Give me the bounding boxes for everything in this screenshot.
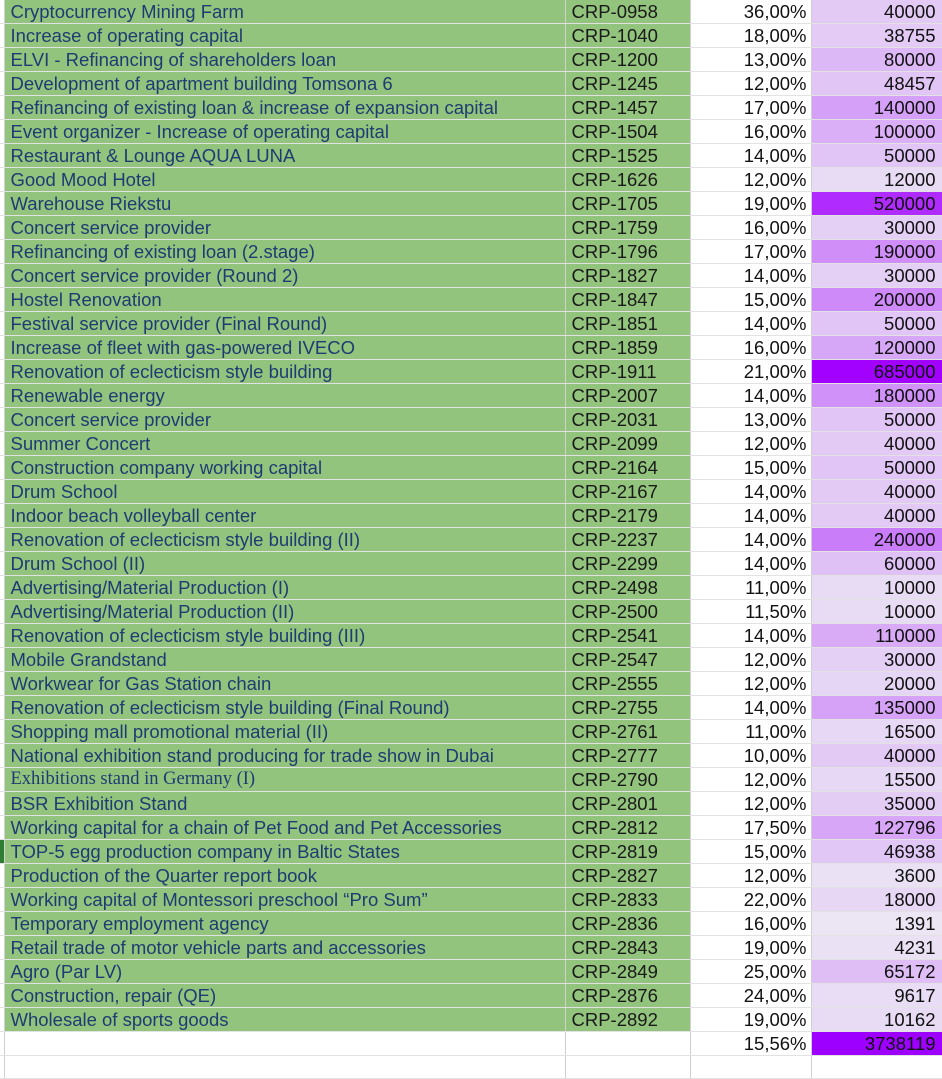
- loan-row: [0, 840, 942, 864]
- loan-amount-cell[interactable]: 60000: [811, 552, 942, 576]
- project-name-cell[interactable]: Drum School: [4, 480, 565, 504]
- loan-row: [0, 96, 942, 120]
- project-name-cell[interactable]: Refinancing of existing loan (2.stage): [4, 240, 565, 264]
- project-id-cell[interactable]: CRP-2833: [565, 888, 690, 912]
- project-id-cell[interactable]: CRP-2892: [565, 1008, 690, 1032]
- blank-row: [0, 1056, 942, 1079]
- project-id-cell[interactable]: CRP-1525: [565, 144, 690, 168]
- project-name-cell[interactable]: Cryptocurrency Mining Farm: [4, 0, 565, 24]
- interest-rate-cell[interactable]: 12,00%: [690, 432, 811, 456]
- interest-rate-cell[interactable]: 17,00%: [690, 240, 811, 264]
- project-id-cell[interactable]: CRP-1827: [565, 264, 690, 288]
- loan-amount-cell[interactable]: 48457: [811, 72, 942, 96]
- project-name-cell[interactable]: Development of apartment building Tomsona 6: [4, 72, 565, 96]
- empty-cell[interactable]: [4, 1056, 565, 1079]
- totals-row: [0, 1032, 942, 1056]
- project-id-cell[interactable]: CRP-2237: [565, 528, 690, 552]
- loan-amount-cell[interactable]: 20000: [811, 672, 942, 696]
- loan-amount-cell[interactable]: 16500: [811, 720, 942, 744]
- loan-row: [0, 600, 942, 624]
- loan-row: [0, 48, 942, 72]
- project-name-cell[interactable]: Concert service provider (Round 2): [4, 264, 565, 288]
- interest-rate-cell[interactable]: 12,00%: [690, 672, 811, 696]
- interest-rate-cell[interactable]: 12,00%: [690, 768, 811, 792]
- loan-amount-cell[interactable]: 520000: [811, 192, 942, 216]
- interest-rate-cell[interactable]: 15,00%: [690, 456, 811, 480]
- loan-amount-cell[interactable]: 140000: [811, 96, 942, 120]
- interest-rate-cell[interactable]: 19,00%: [690, 1008, 811, 1032]
- loan-amount-cell[interactable]: 10162: [811, 1008, 942, 1032]
- project-name-cell[interactable]: Retail trade of motor vehicle parts and accessories: [4, 936, 565, 960]
- loan-row: [0, 0, 942, 24]
- project-name-cell[interactable]: Drum School (II): [4, 552, 565, 576]
- loan-row: [0, 960, 942, 984]
- loan-row: [0, 504, 942, 528]
- project-name-cell[interactable]: Increase of fleet with gas-powered IVECO: [4, 336, 565, 360]
- interest-rate-cell[interactable]: 19,00%: [690, 192, 811, 216]
- loan-amount-cell[interactable]: 30000: [811, 648, 942, 672]
- project-id-cell[interactable]: CRP-2099: [565, 432, 690, 456]
- loan-row: [0, 768, 942, 792]
- loan-row: [0, 696, 942, 720]
- project-name-cell[interactable]: Advertising/Material Production (II): [4, 600, 565, 624]
- interest-rate-cell[interactable]: 14,00%: [690, 528, 811, 552]
- loan-amount-cell[interactable]: 50000: [811, 144, 942, 168]
- project-id-cell[interactable]: CRP-2876: [565, 984, 690, 1008]
- loan-amount-cell[interactable]: 50000: [811, 456, 942, 480]
- loan-row: [0, 912, 942, 936]
- interest-rate-cell[interactable]: 12,00%: [690, 864, 811, 888]
- project-id-cell[interactable]: CRP-2777: [565, 744, 690, 768]
- loan-amount-cell[interactable]: 120000: [811, 336, 942, 360]
- loan-amount-cell[interactable]: 40000: [811, 0, 942, 24]
- loan-amount-cell[interactable]: 110000: [811, 624, 942, 648]
- project-name-cell[interactable]: Working capital of Montessori preschool “Pro Sum”: [4, 888, 565, 912]
- project-name-cell[interactable]: Advertising/Material Production (I): [4, 576, 565, 600]
- loan-amount-cell[interactable]: 240000: [811, 528, 942, 552]
- loan-amount-cell[interactable]: 10000: [811, 576, 942, 600]
- empty-cell[interactable]: [811, 1056, 942, 1079]
- loan-row: [0, 1008, 942, 1032]
- loan-amount-cell[interactable]: 50000: [811, 312, 942, 336]
- project-name-cell[interactable]: BSR Exhibition Stand: [4, 792, 565, 816]
- interest-rate-cell[interactable]: 14,00%: [690, 552, 811, 576]
- loan-row: [0, 312, 942, 336]
- interest-rate-cell[interactable]: 12,00%: [690, 648, 811, 672]
- interest-rate-cell[interactable]: 11,00%: [690, 576, 811, 600]
- project-id-cell[interactable]: CRP-2790: [565, 768, 690, 792]
- project-name-cell[interactable]: Concert service provider: [4, 408, 565, 432]
- interest-rate-cell[interactable]: 17,00%: [690, 96, 811, 120]
- project-id-cell[interactable]: CRP-2031: [565, 408, 690, 432]
- project-id-cell[interactable]: CRP-2007: [565, 384, 690, 408]
- project-id-cell[interactable]: CRP-2812: [565, 816, 690, 840]
- interest-rate-cell[interactable]: 18,00%: [690, 24, 811, 48]
- project-id-cell[interactable]: CRP-2555: [565, 672, 690, 696]
- loan-row: [0, 528, 942, 552]
- loan-amount-cell[interactable]: 65172: [811, 960, 942, 984]
- empty-cell[interactable]: [565, 1056, 690, 1079]
- project-name-cell[interactable]: Increase of operating capital: [4, 24, 565, 48]
- project-id-cell[interactable]: CRP-0958: [565, 0, 690, 24]
- loan-row: [0, 408, 942, 432]
- project-name-cell[interactable]: Hostel Renovation: [4, 288, 565, 312]
- interest-rate-cell[interactable]: 13,00%: [690, 48, 811, 72]
- loan-amount-cell[interactable]: 30000: [811, 216, 942, 240]
- interest-rate-cell[interactable]: 15,00%: [690, 840, 811, 864]
- loan-row: [0, 288, 942, 312]
- project-name-cell[interactable]: Exhibitions stand in Germany (I): [4, 768, 565, 792]
- interest-rate-cell[interactable]: 14,00%: [690, 384, 811, 408]
- project-name-cell[interactable]: Shopping mall promotional material (II): [4, 720, 565, 744]
- project-id-cell[interactable]: CRP-2801: [565, 792, 690, 816]
- interest-rate-cell[interactable]: 11,00%: [690, 720, 811, 744]
- interest-rate-cell[interactable]: 36,00%: [690, 0, 811, 24]
- loan-amount-cell[interactable]: 135000: [811, 696, 942, 720]
- loan-amount-cell[interactable]: 50000: [811, 408, 942, 432]
- interest-rate-cell[interactable]: 10,00%: [690, 744, 811, 768]
- loan-row: [0, 24, 942, 48]
- project-name-cell[interactable]: Good Mood Hotel: [4, 168, 565, 192]
- project-name-cell[interactable]: Working capital for a chain of Pet Food and Pet Accessories: [4, 816, 565, 840]
- interest-rate-cell[interactable]: 21,00%: [690, 360, 811, 384]
- loan-amount-cell[interactable]: 12000: [811, 168, 942, 192]
- loan-amount-cell[interactable]: 40000: [811, 504, 942, 528]
- loan-row: [0, 888, 942, 912]
- loan-row: [0, 192, 942, 216]
- project-name-cell[interactable]: Mobile Grandstand: [4, 648, 565, 672]
- loan-row: [0, 552, 942, 576]
- interest-rate-cell[interactable]: 22,00%: [690, 888, 811, 912]
- loan-row: [0, 984, 942, 1008]
- loan-row: [0, 432, 942, 456]
- loan-row: [0, 936, 942, 960]
- project-id-cell[interactable]: CRP-1705: [565, 192, 690, 216]
- loan-row: [0, 648, 942, 672]
- project-id-cell[interactable]: CRP-2819: [565, 840, 690, 864]
- project-id-cell[interactable]: CRP-1200: [565, 48, 690, 72]
- interest-rate-cell[interactable]: 16,00%: [690, 912, 811, 936]
- project-id-cell[interactable]: CRP-2849: [565, 960, 690, 984]
- project-id-cell[interactable]: CRP-1851: [565, 312, 690, 336]
- loan-row: [0, 216, 942, 240]
- loan-amount-cell[interactable]: 3600: [811, 864, 942, 888]
- project-name-cell[interactable]: Agro (Par LV): [4, 960, 565, 984]
- project-id-cell[interactable]: CRP-1457: [565, 96, 690, 120]
- project-name-cell[interactable]: Indoor beach volleyball center: [4, 504, 565, 528]
- loan-row: [0, 72, 942, 96]
- loan-row: [0, 792, 942, 816]
- loan-row: [0, 336, 942, 360]
- project-name-cell[interactable]: Concert service provider: [4, 216, 565, 240]
- project-name-cell[interactable]: Event organizer - Increase of operating capital: [4, 120, 565, 144]
- empty-cell[interactable]: [690, 1056, 811, 1079]
- loan-amount-cell[interactable]: 40000: [811, 432, 942, 456]
- loan-amount-cell[interactable]: 685000: [811, 360, 942, 384]
- project-id-cell[interactable]: CRP-2761: [565, 720, 690, 744]
- project-name-cell[interactable]: Warehouse Riekstu: [4, 192, 565, 216]
- project-id-cell[interactable]: CRP-2843: [565, 936, 690, 960]
- loan-row: [0, 456, 942, 480]
- project-id-cell[interactable]: CRP-1245: [565, 72, 690, 96]
- project-id-cell[interactable]: CRP-1911: [565, 360, 690, 384]
- empty-cell[interactable]: [4, 1032, 565, 1056]
- loan-row: [0, 384, 942, 408]
- project-id-cell[interactable]: CRP-1504: [565, 120, 690, 144]
- interest-rate-cell[interactable]: 14,00%: [690, 504, 811, 528]
- interest-rate-cell[interactable]: 25,00%: [690, 960, 811, 984]
- loan-row: [0, 480, 942, 504]
- project-id-cell[interactable]: CRP-2836: [565, 912, 690, 936]
- interest-rate-cell[interactable]: 15,00%: [690, 288, 811, 312]
- project-id-cell[interactable]: CRP-2498: [565, 576, 690, 600]
- project-id-cell[interactable]: CRP-1626: [565, 168, 690, 192]
- interest-rate-cell[interactable]: 14,00%: [690, 264, 811, 288]
- loan-amount-cell[interactable]: 1391: [811, 912, 942, 936]
- project-id-cell[interactable]: CRP-2755: [565, 696, 690, 720]
- project-name-cell[interactable]: Restaurant & Lounge AQUA LUNA: [4, 144, 565, 168]
- loan-row: [0, 168, 942, 192]
- loan-amount-cell[interactable]: 15500: [811, 768, 942, 792]
- loan-row: [0, 576, 942, 600]
- loan-row: [0, 240, 942, 264]
- average-rate-cell[interactable]: 15,56%: [690, 1032, 811, 1056]
- loan-amount-cell[interactable]: 40000: [811, 744, 942, 768]
- project-id-cell[interactable]: CRP-2167: [565, 480, 690, 504]
- loan-row: [0, 624, 942, 648]
- project-name-cell[interactable]: ELVI - Refinancing of shareholders loan: [4, 48, 565, 72]
- loan-amount-cell[interactable]: 46938: [811, 840, 942, 864]
- loan-row: [0, 744, 942, 768]
- project-id-cell[interactable]: CRP-2547: [565, 648, 690, 672]
- project-name-cell[interactable]: Renovation of eclecticism style building (III): [4, 624, 565, 648]
- project-id-cell[interactable]: CRP-2500: [565, 600, 690, 624]
- interest-rate-cell[interactable]: 16,00%: [690, 120, 811, 144]
- project-id-cell[interactable]: CRP-1847: [565, 288, 690, 312]
- project-id-cell[interactable]: CRP-2541: [565, 624, 690, 648]
- project-name-cell[interactable]: Construction company working capital: [4, 456, 565, 480]
- total-amount-cell[interactable]: 3738119: [811, 1032, 942, 1056]
- loan-amount-cell[interactable]: 180000: [811, 384, 942, 408]
- project-id-cell[interactable]: CRP-1040: [565, 24, 690, 48]
- project-id-cell[interactable]: CRP-2827: [565, 864, 690, 888]
- interest-rate-cell[interactable]: 19,00%: [690, 936, 811, 960]
- empty-cell[interactable]: [565, 1032, 690, 1056]
- interest-rate-cell[interactable]: 14,00%: [690, 144, 811, 168]
- loan-amount-cell[interactable]: 200000: [811, 288, 942, 312]
- project-name-cell[interactable]: Wholesale of sports goods: [4, 1008, 565, 1032]
- project-name-cell[interactable]: TOP-5 egg production company in Baltic States: [4, 840, 565, 864]
- loan-row: [0, 264, 942, 288]
- loan-amount-cell[interactable]: 190000: [811, 240, 942, 264]
- loan-row: [0, 720, 942, 744]
- loan-row: [0, 816, 942, 840]
- loan-amount-cell[interactable]: 38755: [811, 24, 942, 48]
- project-name-cell[interactable]: Production of the Quarter report book: [4, 864, 565, 888]
- interest-rate-cell[interactable]: 16,00%: [690, 216, 811, 240]
- loan-row: [0, 864, 942, 888]
- interest-rate-cell[interactable]: 14,00%: [690, 696, 811, 720]
- project-name-cell[interactable]: Temporary employment agency: [4, 912, 565, 936]
- loan-amount-cell[interactable]: 9617: [811, 984, 942, 1008]
- project-id-cell[interactable]: CRP-2179: [565, 504, 690, 528]
- project-id-cell[interactable]: CRP-1796: [565, 240, 690, 264]
- project-name-cell[interactable]: Renovation of eclecticism style building (II): [4, 528, 565, 552]
- loan-row: [0, 360, 942, 384]
- project-name-cell[interactable]: Refinancing of existing loan & increase of expansion capital: [4, 96, 565, 120]
- interest-rate-cell[interactable]: 24,00%: [690, 984, 811, 1008]
- interest-rate-cell[interactable]: 14,00%: [690, 480, 811, 504]
- loan-row: [0, 672, 942, 696]
- project-id-cell[interactable]: CRP-1859: [565, 336, 690, 360]
- loan-amount-cell[interactable]: 30000: [811, 264, 942, 288]
- project-name-cell[interactable]: Renewable energy: [4, 384, 565, 408]
- interest-rate-cell[interactable]: 12,00%: [690, 168, 811, 192]
- loan-amount-cell[interactable]: 122796: [811, 816, 942, 840]
- project-name-cell[interactable]: Construction, repair (QE): [4, 984, 565, 1008]
- project-name-cell[interactable]: National exhibition stand producing for trade show in Dubai: [4, 744, 565, 768]
- project-name-cell[interactable]: Renovation of eclecticism style building (Final Round): [4, 696, 565, 720]
- loan-amount-cell[interactable]: 80000: [811, 48, 942, 72]
- loan-amount-cell[interactable]: 35000: [811, 792, 942, 816]
- loan-amount-cell[interactable]: 4231: [811, 936, 942, 960]
- project-name-cell[interactable]: Renovation of eclecticism style building: [4, 360, 565, 384]
- interest-rate-cell[interactable]: 12,00%: [690, 72, 811, 96]
- project-id-cell[interactable]: CRP-1759: [565, 216, 690, 240]
- loan-row: [0, 144, 942, 168]
- loan-row: [0, 120, 942, 144]
- interest-rate-cell[interactable]: 16,00%: [690, 336, 811, 360]
- loan-amount-cell[interactable]: 18000: [811, 888, 942, 912]
- loan-amount-cell[interactable]: 100000: [811, 120, 942, 144]
- project-name-cell[interactable]: Festival service provider (Final Round): [4, 312, 565, 336]
- project-id-cell[interactable]: CRP-2299: [565, 552, 690, 576]
- interest-rate-cell[interactable]: 14,00%: [690, 624, 811, 648]
- project-name-cell[interactable]: Summer Concert: [4, 432, 565, 456]
- loan-amount-cell[interactable]: 40000: [811, 480, 942, 504]
- loan-amount-cell[interactable]: 10000: [811, 600, 942, 624]
- interest-rate-cell[interactable]: 13,00%: [690, 408, 811, 432]
- interest-rate-cell[interactable]: 12,00%: [690, 792, 811, 816]
- interest-rate-cell[interactable]: 17,50%: [690, 816, 811, 840]
- project-id-cell[interactable]: CRP-2164: [565, 456, 690, 480]
- interest-rate-cell[interactable]: 14,00%: [690, 312, 811, 336]
- interest-rate-cell[interactable]: 11,50%: [690, 600, 811, 624]
- project-name-cell[interactable]: Workwear for Gas Station chain: [4, 672, 565, 696]
